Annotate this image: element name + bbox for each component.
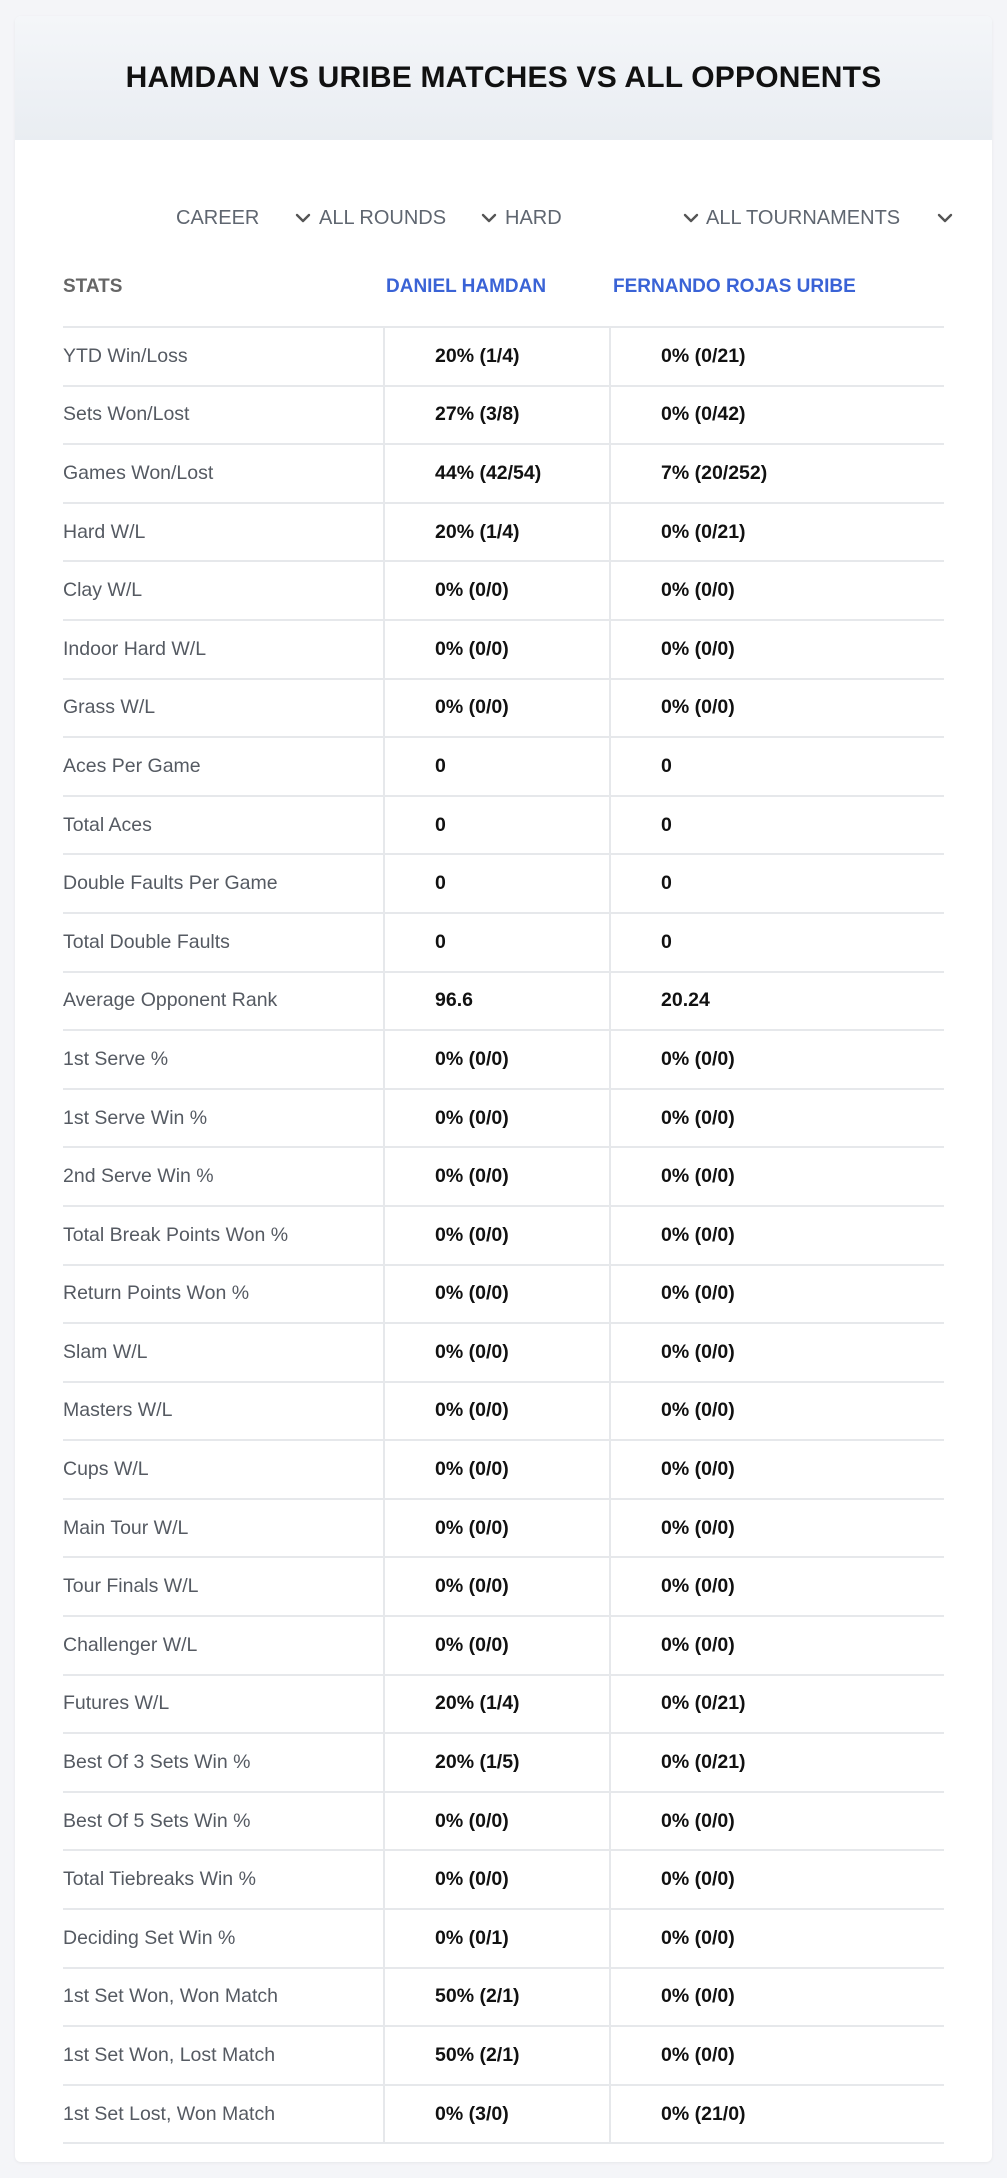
- player2-value: 0% (0/0): [609, 1910, 944, 1967]
- player1-value: 0% (0/0): [383, 1558, 609, 1615]
- player1-value: 20% (1/5): [383, 1734, 609, 1791]
- player2-value: 20.24: [609, 973, 944, 1030]
- table-body: [63, 328, 944, 2144]
- player2-value: 0% (21/0): [609, 2086, 944, 2143]
- player2-value: 0: [609, 738, 944, 795]
- table-row: [63, 2086, 944, 2145]
- player2-value: 0% (0/0): [609, 1500, 944, 1557]
- stat-label: Challenger W/L: [63, 1633, 198, 1656]
- player1-value: 96.6: [383, 973, 609, 1030]
- player2-value: 0% (0/21): [609, 328, 944, 385]
- stat-label: Total Double Faults: [63, 930, 230, 953]
- player1-value: 0% (0/0): [383, 1207, 609, 1264]
- player1-value: 0% (0/0): [383, 1090, 609, 1147]
- surface-dropdown-label: HARD: [505, 206, 562, 229]
- player2-value: 0% (0/21): [609, 1676, 944, 1733]
- player1-value: 0% (0/0): [383, 1793, 609, 1850]
- player1-value: 0% (3/0): [383, 2086, 609, 2143]
- table-row: [63, 1090, 944, 1149]
- player1-value: 0% (0/0): [383, 1324, 609, 1381]
- player1-value: 0: [383, 855, 609, 912]
- player1-value: 0% (0/0): [383, 1617, 609, 1674]
- player1-column-header[interactable]: DANIEL HAMDAN: [386, 276, 547, 297]
- player1-value: 50% (2/1): [383, 2027, 609, 2084]
- table-row: [63, 504, 944, 563]
- table-row: [63, 1148, 944, 1207]
- table-row: [63, 2027, 944, 2086]
- stat-label: Double Faults Per Game: [63, 872, 278, 895]
- stat-label: Best Of 5 Sets Win %: [63, 1809, 251, 1832]
- table-row: [63, 1324, 944, 1383]
- player2-value: 0% (0/0): [609, 1383, 944, 1440]
- stat-label: 2nd Serve Win %: [63, 1165, 214, 1188]
- player2-value: 0: [609, 855, 944, 912]
- player1-value: 20% (1/4): [383, 504, 609, 561]
- table-header: [63, 256, 944, 328]
- table-row: [63, 1676, 944, 1735]
- table-row: [63, 387, 944, 446]
- stat-label: 1st Serve %: [63, 1047, 169, 1070]
- player1-value: 20% (1/4): [383, 1676, 609, 1733]
- table-row: [63, 738, 944, 797]
- table-row: [63, 1383, 944, 1442]
- card-header: [15, 16, 992, 140]
- player1-value: 0: [383, 914, 609, 971]
- player1-value: 50% (2/1): [383, 1969, 609, 2026]
- player2-value: 0: [609, 797, 944, 854]
- stat-label: YTD Win/Loss: [63, 344, 188, 367]
- tournament-dropdown[interactable]: [706, 188, 955, 248]
- stat-label: Grass W/L: [63, 696, 156, 719]
- stats-card: [15, 16, 992, 2162]
- table-row: [63, 1969, 944, 2028]
- player2-value: 0% (0/0): [609, 1148, 944, 1205]
- table-row: [63, 855, 944, 914]
- table-row: [63, 1207, 944, 1266]
- stat-label: Total Aces: [63, 813, 152, 836]
- player2-value: 0% (0/21): [609, 504, 944, 561]
- stat-label: Games Won/Lost: [63, 461, 214, 484]
- player2-value: 0% (0/21): [609, 1734, 944, 1791]
- stat-label: Average Opponent Rank: [63, 989, 278, 1012]
- table-row: [63, 1734, 944, 1793]
- stat-label: 1st Set Won, Won Match: [63, 1985, 278, 2008]
- stat-label: Total Break Points Won %: [63, 1223, 289, 1246]
- player2-column-header[interactable]: FERNANDO ROJAS URIBE: [613, 276, 856, 297]
- table-row: [63, 445, 944, 504]
- table-row: [63, 1910, 944, 1969]
- player1-value: 0% (0/0): [383, 1383, 609, 1440]
- stat-label: Slam W/L: [63, 1340, 148, 1363]
- table-row: [63, 1558, 944, 1617]
- player2-value: 0% (0/0): [609, 1617, 944, 1674]
- player1-value: 20% (1/4): [383, 328, 609, 385]
- player1-value: 0: [383, 797, 609, 854]
- player1-value: 0% (0/0): [383, 680, 609, 737]
- stat-label: Total Tiebreaks Win %: [63, 1868, 256, 1891]
- player2-value: 0% (0/0): [609, 1441, 944, 1498]
- stat-label: Tour Finals W/L: [63, 1575, 199, 1598]
- stat-label: Best Of 3 Sets Win %: [63, 1751, 251, 1774]
- chevron-down-icon: [479, 208, 499, 228]
- stats-table: [63, 256, 944, 2144]
- filter-bar: [15, 188, 992, 248]
- page-title: HAMDAN VS URIBE MATCHES VS ALL OPPONENTS: [125, 61, 882, 94]
- period-dropdown[interactable]: [176, 188, 313, 248]
- player2-value: 0% (0/0): [609, 562, 944, 619]
- table-row: [63, 914, 944, 973]
- period-dropdown-label: CAREER: [176, 206, 260, 229]
- chevron-down-icon: [935, 208, 955, 228]
- table-row: [63, 1441, 944, 1500]
- surface-dropdown[interactable]: [505, 188, 701, 248]
- player2-value: 0% (0/0): [609, 1558, 944, 1615]
- table-row: [63, 1793, 944, 1852]
- table-row: [63, 797, 944, 856]
- stat-label: Aces Per Game: [63, 754, 201, 777]
- table-row: [63, 1031, 944, 1090]
- player2-value: 7% (20/252): [609, 445, 944, 502]
- table-row: [63, 973, 944, 1032]
- player1-value: 0% (0/0): [383, 562, 609, 619]
- chevron-down-icon: [681, 208, 701, 228]
- player1-value: 44% (42/54): [383, 445, 609, 502]
- stat-label: Return Points Won %: [63, 1282, 250, 1305]
- player1-value: 0% (0/0): [383, 621, 609, 678]
- player2-value: 0% (0/0): [609, 680, 944, 737]
- stat-label: 1st Serve Win %: [63, 1106, 208, 1129]
- chevron-down-icon: [293, 208, 313, 228]
- player1-value: 0% (0/0): [383, 1266, 609, 1323]
- player2-value: 0% (0/0): [609, 1969, 944, 2026]
- round-dropdown-label: ALL ROUNDS: [319, 206, 447, 229]
- stat-label: Deciding Set Win %: [63, 1926, 236, 1949]
- player2-value: 0% (0/42): [609, 387, 944, 444]
- stat-label: Sets Won/Lost: [63, 403, 190, 426]
- player2-value: 0% (0/0): [609, 1851, 944, 1908]
- stat-label: Main Tour W/L: [63, 1516, 189, 1539]
- player1-value: 0% (0/0): [383, 1441, 609, 1498]
- player2-value: 0% (0/0): [609, 1324, 944, 1381]
- table-row: [63, 1851, 944, 1910]
- player1-value: 0: [383, 738, 609, 795]
- table-row: [63, 328, 944, 387]
- table-row: [63, 562, 944, 621]
- stat-label: Hard W/L: [63, 520, 146, 543]
- player2-value: 0: [609, 914, 944, 971]
- stats-column-header: STATS: [63, 276, 123, 297]
- player2-value: 0% (0/0): [609, 1090, 944, 1147]
- stat-label: Clay W/L: [63, 579, 143, 602]
- player1-value: 0% (0/0): [383, 1031, 609, 1088]
- player2-value: 0% (0/0): [609, 621, 944, 678]
- stat-label: Indoor Hard W/L: [63, 637, 207, 660]
- table-row: [63, 621, 944, 680]
- tournament-dropdown-label: ALL TOURNAMENTS: [706, 206, 901, 229]
- player1-value: 0% (0/0): [383, 1148, 609, 1205]
- player2-value: 0% (0/0): [609, 2027, 944, 2084]
- table-row: [63, 1266, 944, 1325]
- stat-label: Futures W/L: [63, 1692, 170, 1715]
- stat-label: Cups W/L: [63, 1458, 149, 1481]
- stat-label: 1st Set Won, Lost Match: [63, 2044, 276, 2067]
- stat-label: 1st Set Lost, Won Match: [63, 2102, 276, 2125]
- table-row: [63, 1500, 944, 1559]
- table-row: [63, 680, 944, 739]
- stat-label: Masters W/L: [63, 1399, 173, 1422]
- player2-value: 0% (0/0): [609, 1207, 944, 1264]
- player2-value: 0% (0/0): [609, 1793, 944, 1850]
- player1-value: 0% (0/1): [383, 1910, 609, 1967]
- player2-value: 0% (0/0): [609, 1266, 944, 1323]
- round-dropdown[interactable]: [319, 188, 499, 248]
- player2-value: 0% (0/0): [609, 1031, 944, 1088]
- player1-value: 0% (0/0): [383, 1500, 609, 1557]
- table-row: [63, 1617, 944, 1676]
- player1-value: 27% (3/8): [383, 387, 609, 444]
- player1-value: 0% (0/0): [383, 1851, 609, 1908]
